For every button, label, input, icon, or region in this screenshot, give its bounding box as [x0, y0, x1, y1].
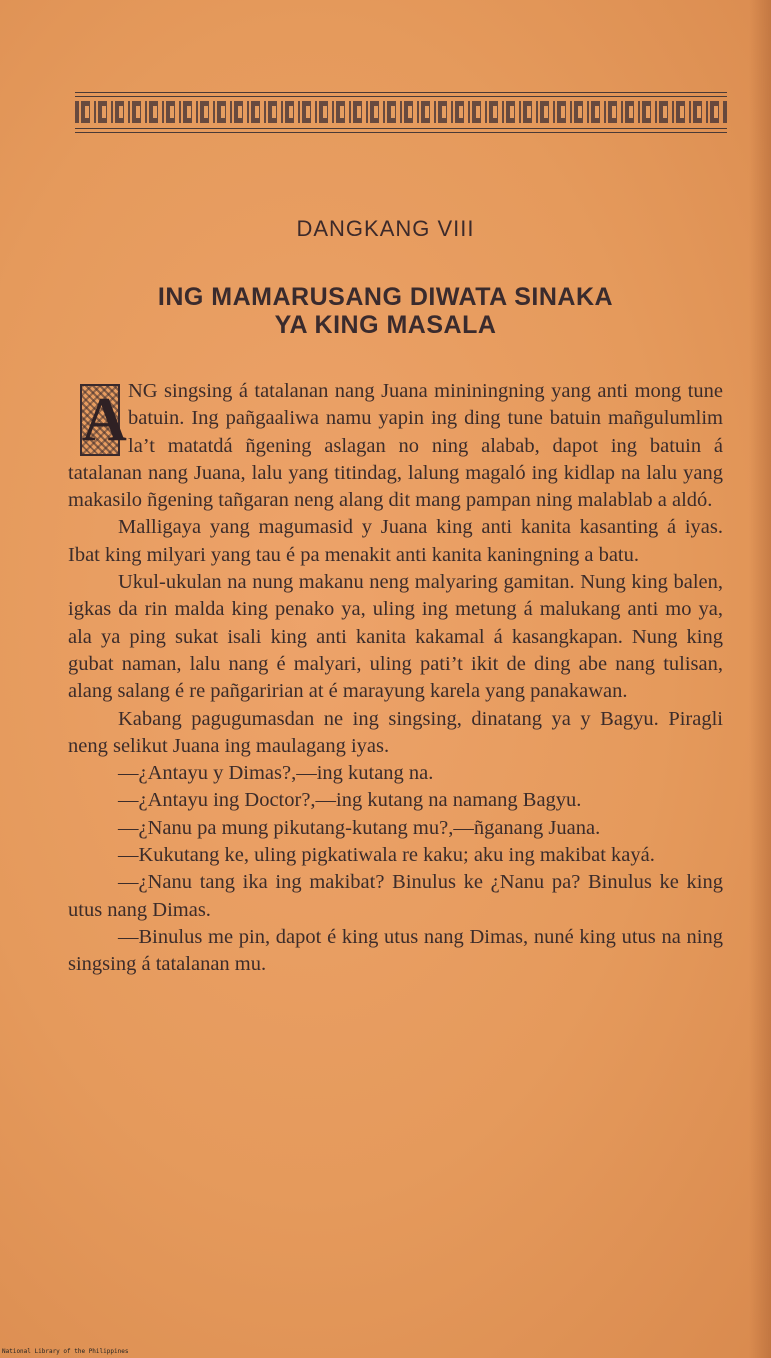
chapter-body — [68, 378, 723, 979]
paragraph-1 — [68, 378, 723, 514]
greek-key-header-ornament — [75, 92, 727, 134]
ornamental-drop-cap — [80, 384, 127, 456]
chapter-title-line-2: YA KING MASALA — [274, 311, 497, 339]
library-credit: National Library of the Philippines — [2, 1348, 129, 1355]
ornament-rule-bottom-inner — [75, 128, 727, 129]
paragraph-7: —¿Nanu pa mung pikutang-kutang mu?,—ñganang Juana. — [118, 816, 601, 839]
paragraph-5: —¿Antayu y Dimas?,—ing kutang na. — [118, 762, 434, 785]
paragraph-3: Ukul-ukulan na nung makanu neng malyaring gamitan. Nung king balen, igkas da rin malda king penako ya, uling ing metung á malukang anti mo ya, ala ya ping sukat isali king anti kanita kakamal á kasangkapan. Nung king gubat naman, lalu nang é malyari, uling pati’t ikit de ding abe nang tulisan, alang salang é re pañgaririan at é marayung karela yang panakawan. — [68, 571, 723, 703]
ornament-rule-top-inner — [75, 96, 727, 97]
paragraph-9: —¿Nanu tang ika ing makibat? Binulus ke ¿Nanu pa? Binulus ke king utus nang Dimas. — [68, 871, 723, 921]
paragraph-2: Malligaya yang magumasid y Juana king anti kanita kasanting á iyas. Ibat king milyari yang tau é pa menakit anti kanita kaningning a batu. — [68, 516, 723, 566]
paragraph-6: —¿Antayu ing Doctor?,—ing kutang na namang Bagyu. — [118, 789, 582, 812]
chapter-heading: DANGKANG VIII — [296, 216, 475, 241]
paragraph-4: Kabang pagugumasdan ne ing singsing, dinatang ya y Bagyu. Piragli neng selikut Juana ing maulagang iyas. — [68, 707, 723, 757]
greek-key-pattern — [75, 101, 727, 123]
chapter-title-line-1: ING MAMARUSANG DIWATA SINAKA — [157, 283, 614, 311]
ornament-rule-bottom — [75, 132, 727, 133]
ornament-rule-top — [75, 92, 727, 93]
page-edge-shadow — [749, 0, 771, 1358]
paragraph-10: —Binulus me pin, dapot é king utus nang Dimas, nuné king utus na ning singsing á tatalanan mu. — [68, 925, 723, 976]
paragraph-1-text: NG singsing á tatalanan nang Juana mininingning yang anti mong tune batuin. Ing pañgaaliwa namu yapin ing ding tune batuin mañgulumlim la’t matatdá ñgening aslagan no ning alabab, dapot ing batuin á tatalanan nang Juana, lalu yang titindag, lalung magaló ing kidlap na lalu yang makasilo ñgening tañgaran neng alang dit mang pampan ning malablab a aldó. — [68, 380, 723, 512]
drop-cap-letter: A — [82, 386, 127, 454]
paragraph-8: —Kukutang ke, uling pigkatiwala re kaku; aku ing makibat kayá. — [118, 844, 655, 867]
